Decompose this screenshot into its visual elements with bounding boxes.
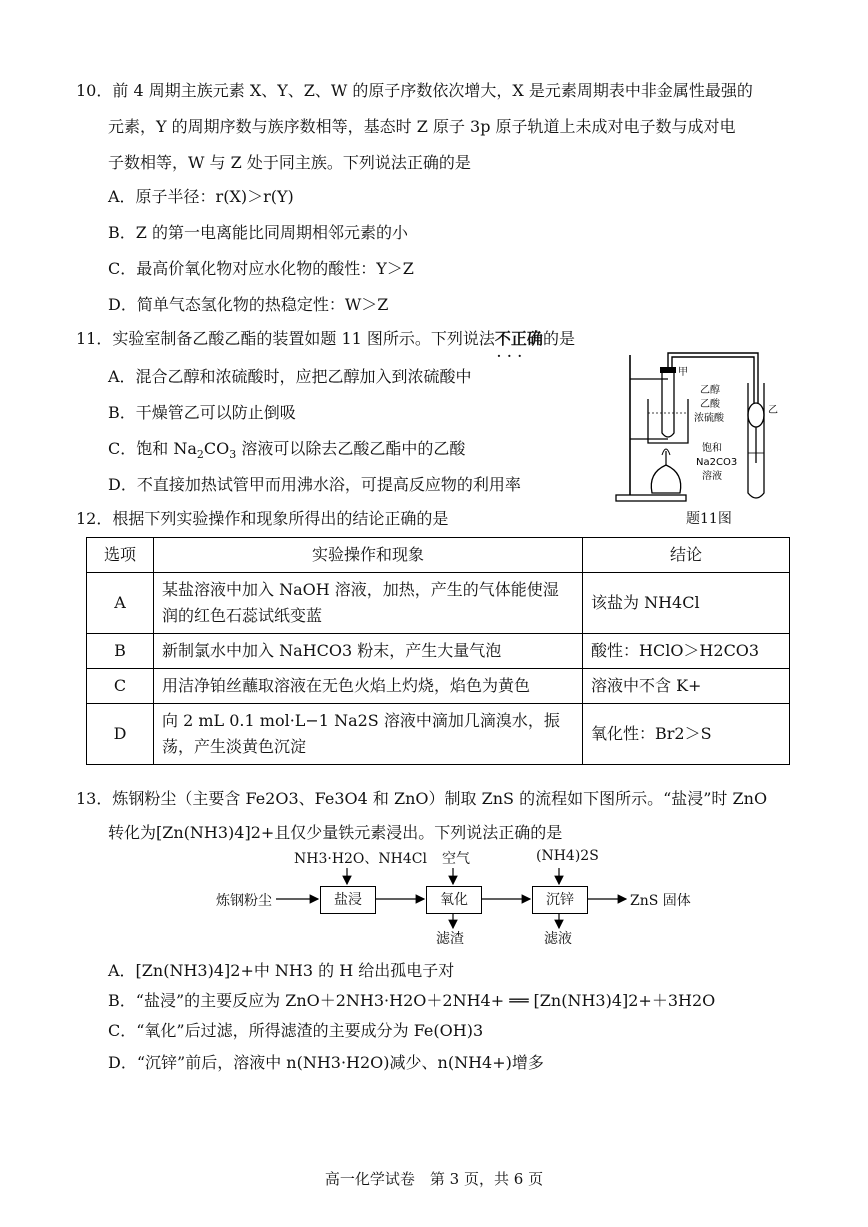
q13-option-a: A．[Zn(NH3)4]2+中 NH3 的 H 给出孤电子对 (108, 961, 455, 980)
q10-option-b: B．Z 的第一电离能比同周期相邻元素的小 (108, 223, 408, 242)
label-yi: 乙 (768, 405, 778, 416)
table-row: D 向 2 mL 0.1 mol·L−1 Na2S 溶液中滴加几滴溴水，振荡，产生淡黄色沉淀 氧化性：Br2＞S (87, 704, 790, 765)
table-row: C 用洁净铂丝蘸取溶液在无色火焰上灼烧，焰色为黄色 溶液中不含 K+ (87, 669, 790, 704)
label-na2co3: Na2CO3 (696, 457, 738, 468)
step-oxidation: 氧化 (426, 886, 482, 914)
flow-input: 炼钢粉尘 (216, 893, 272, 909)
q13-number: 13． (76, 789, 113, 808)
q11-apparatus-figure (608, 343, 788, 533)
page-footer: 高一化学试卷 第 3 页，共 6 页 (324, 1170, 544, 1188)
q10-stem-line2: 元素，Y 的周期序数与族序数相等，基态时 Z 原子 3p 原子轨道上未成对电子数与成对电 (108, 117, 736, 136)
label-ethanol: 乙醇 (700, 385, 720, 396)
q11-option-b: B．干燥管乙可以防止倒吸 (108, 403, 296, 422)
flowchart-arrows (210, 848, 710, 948)
waste-filtrate: 滤液 (544, 931, 572, 947)
step-salt-leach: 盐浸 (320, 886, 376, 914)
label-jia: 甲 (678, 367, 688, 378)
header-option: 选项 (87, 538, 154, 573)
q13-stem-line2: 转化为[Zn(NH3)4]2+且仅少量铁元素浸出。下列说法正确的是 (108, 823, 563, 842)
q11-emphasis-not-correct: 不正确 · · · (495, 329, 543, 348)
q11-option-c: C．饱和 $Na_2CO_3$ 溶液可以除去乙酸乙酯中的乙酸 (108, 439, 466, 462)
flow-output: ZnS 固体 (630, 893, 691, 909)
label-saturated: 饱和 (702, 443, 722, 454)
table-row: B 新制氯水中加入 NaHCO3 粉末，产生大量气泡 酸性：HClO＞H2CO3 (87, 634, 790, 669)
reagent-air: 空气 (442, 851, 470, 867)
q13-stem-line1: 13．炼钢粉尘（主要含 Fe2O3、Fe3O4 和 ZnO）制取 ZnS 的流程如下图所示。“盐浸”时 ZnO (76, 789, 768, 808)
q10-stem-line1: 10．前 4 周期主族元素 X、Y、Z、W 的原子序数依次增大，X 是元素周期表中非金属性最强的 (76, 81, 753, 100)
header-conclusion: 结论 (583, 538, 790, 573)
q11-number: 11． (76, 329, 113, 348)
step-zinc-precipitation: 沉锌 (532, 886, 588, 914)
reagent-salt-leach: NH3·H2O、NH4Cl (294, 851, 427, 867)
label-acetic: 乙酸 (700, 399, 720, 410)
label-solution: 溶液 (702, 471, 722, 482)
q11-option-d: D．不直接加热试管甲而用沸水浴，可提高反应物的利用率 (108, 475, 521, 494)
q10-option-a: A．原子半径：r(X)＞r(Y) (108, 187, 294, 206)
q10-stem-line3: 子数相等，W 与 Z 处于同主族。下列说法正确的是 (108, 153, 471, 172)
q10-number: 10． (76, 81, 113, 100)
reagent-ammonium-sulfide: (NH4)2S (536, 848, 599, 864)
label-h2so4: 浓硫酸 (694, 413, 724, 424)
waste-residue: 滤渣 (436, 931, 464, 947)
q12-number: 12． (76, 509, 113, 528)
table-row: A 某盐溶液中加入 NaOH 溶液，加热，产生的气体能使湿润的红色石蕊试纸变蓝 该盐为 NH4Cl (87, 573, 790, 634)
q11-stem: 11．实验室制备乙酸乙酯的装置如题 11 图所示。下列说法不正确 · · ·的是 (76, 328, 575, 350)
q13-option-c: C．“氧化”后过滤，所得滤渣的主要成分为 Fe(OH)3 (108, 1021, 484, 1040)
q11-option-a: A．混合乙醇和浓硫酸时，应把乙醇加入到浓硫酸中 (108, 367, 472, 386)
q13-flowchart (210, 848, 710, 948)
q12-stem: 12．根据下列实验操作和现象所得出的结论正确的是 (76, 509, 449, 528)
q11-figure-caption: 题11图 (686, 511, 732, 527)
q12-table (86, 537, 790, 765)
q10-option-c: C．最高价氧化物对应水化物的酸性：Y＞Z (108, 259, 414, 278)
q13-option-d: D．“沉锌”前后，溶液中 n(NH3·H2O)减少、n(NH4+)增多 (108, 1053, 544, 1072)
q10-option-d: D．简单气态氢化物的热稳定性：W＞Z (108, 295, 389, 314)
q13-option-b: B．“盐浸”的主要反应为 ZnO＋2NH3·H2O＋2NH4+ ══ [Zn(NH3)4]2+＋3H2O (108, 991, 716, 1010)
header-operation: 实验操作和现象 (154, 538, 583, 573)
table-header-row (87, 538, 790, 573)
